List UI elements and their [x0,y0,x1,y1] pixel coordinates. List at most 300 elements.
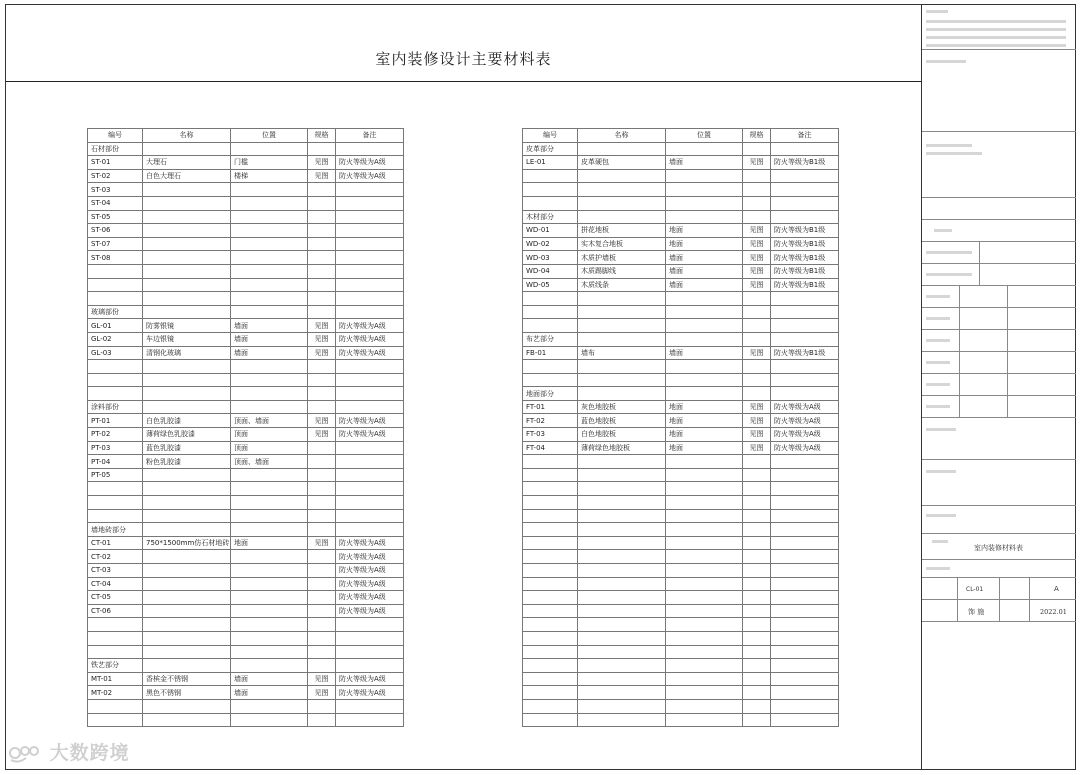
cell-note [336,196,404,210]
table-row [88,332,404,346]
table-row [523,659,839,673]
cell-note [771,196,839,210]
cell-note: 防火等级为A级 [336,604,404,618]
cell-name [578,142,666,156]
cell-name [578,332,666,346]
cell-note [771,142,839,156]
table-row [88,441,404,455]
cell-position [666,604,743,618]
cell-position [666,468,743,482]
cell-position [666,455,743,469]
cell-name [143,183,231,197]
cell-note [336,441,404,455]
cell-name: 实木复合地板 [578,237,666,251]
cell-spec: 见图 [743,237,771,251]
cell-code: FT-04 [523,441,578,455]
header-position: 位置 [666,129,743,143]
cell-note [336,264,404,278]
cell-position [666,686,743,700]
table-row [523,319,839,333]
table-row [88,183,404,197]
table-row [88,156,404,170]
cell-note [336,618,404,632]
cell-note: 防火等级为A级 [336,346,404,360]
cell-spec [308,441,336,455]
cell-code [523,672,578,686]
section-title: 石材部份 [88,142,143,156]
table-row [88,536,404,550]
cell-name [143,509,231,523]
tb-reg-row-2 [922,264,1076,286]
table-row [523,631,839,645]
cell-spec: 见图 [743,400,771,414]
cell-code: FT-02 [523,414,578,428]
cell-code: CT-05 [88,591,143,605]
cell-position [666,713,743,727]
cell-position [231,196,308,210]
cell-name: 木质线条 [578,278,666,292]
cell-name [143,564,231,578]
cell-position [231,591,308,605]
section-title: 墙地砖部分 [88,523,143,537]
table-row [88,169,404,183]
cell-note: 防火等级为A级 [771,428,839,442]
cell-spec [308,496,336,510]
cell-name [143,645,231,659]
cell-note [771,699,839,713]
cell-note: 防火等级为A级 [336,169,404,183]
tb-sign-row-5 [922,374,1076,396]
cell-note [336,482,404,496]
cell-code [523,292,578,306]
cell-code: ST-03 [88,183,143,197]
cell-note [771,659,839,673]
table-row [523,672,839,686]
cell-note [336,645,404,659]
cell-code [523,196,578,210]
cell-spec [743,332,771,346]
cell-position [231,564,308,578]
cell-note [771,536,839,550]
cell-name [143,618,231,632]
cell-name: 白色乳胶漆 [143,414,231,428]
cell-name [578,482,666,496]
cell-code [523,482,578,496]
tb-number-row [922,578,1076,600]
cell-spec [308,196,336,210]
cell-code [523,305,578,319]
cell-code [523,550,578,564]
tb-drawing-name-row [922,534,1076,560]
cell-spec [308,591,336,605]
cell-code [523,183,578,197]
cell-note: 防火等级为A级 [336,672,404,686]
cell-spec [743,672,771,686]
cell-name [143,142,231,156]
cell-name [578,210,666,224]
cell-name [578,659,666,673]
cell-name [143,251,231,265]
cell-note: 防火等级为A级 [336,550,404,564]
cell-note: 防火等级为B1级 [771,346,839,360]
cell-name: 灰色地胶板 [578,400,666,414]
table-row [88,496,404,510]
cell-name [143,400,231,414]
cell-note: 防火等级为A级 [336,577,404,591]
cell-spec [308,373,336,387]
cell-code [523,645,578,659]
drawing-version: A [1054,585,1059,593]
cell-position [231,237,308,251]
cell-position [231,142,308,156]
cell-spec [743,482,771,496]
tb-subproject-area [922,506,1076,534]
cell-name: 清钢化玻璃 [143,346,231,360]
cell-note [771,210,839,224]
cell-spec [308,305,336,319]
table-row [88,278,404,292]
cell-name [578,631,666,645]
cell-position [231,604,308,618]
cell-name [143,631,231,645]
table-row [88,713,404,727]
cell-position [666,373,743,387]
drawing-date: 2022.01 [1040,608,1067,616]
cell-position: 地面 [666,400,743,414]
cell-spec [308,400,336,414]
cell-code [88,713,143,727]
table-row [523,455,839,469]
cell-position [666,332,743,346]
cell-code [88,482,143,496]
cell-note [771,305,839,319]
cell-code: GL-02 [88,332,143,346]
table-row [88,196,404,210]
table-row [523,699,839,713]
cell-note: 防火等级为A级 [771,414,839,428]
cell-spec: 见图 [308,428,336,442]
cell-name [578,686,666,700]
cell-name: 车边银镜 [143,332,231,346]
tb-project-area [922,132,1076,198]
cell-code: MT-01 [88,672,143,686]
cell-code: LE-01 [523,156,578,170]
cell-spec [308,564,336,578]
cell-position: 顶面、墙面 [231,455,308,469]
cell-code: WD-04 [523,264,578,278]
cell-position [231,645,308,659]
cell-spec [743,169,771,183]
cell-position [666,672,743,686]
cell-spec [743,319,771,333]
cell-note [336,183,404,197]
cell-name [578,319,666,333]
cell-position: 楼梯 [231,169,308,183]
cell-spec [743,564,771,578]
cell-code: ST-04 [88,196,143,210]
section-title: 布艺部分 [523,332,578,346]
cell-position [666,645,743,659]
cell-position [666,142,743,156]
cell-position [231,224,308,238]
cell-position [231,699,308,713]
header-code: 编号 [88,129,143,143]
cell-position [231,509,308,523]
cell-name [578,468,666,482]
header-spec: 规格 [308,129,336,143]
cell-note [771,686,839,700]
cell-note [336,659,404,673]
cell-code: CT-02 [88,550,143,564]
cell-code [88,373,143,387]
cell-position [231,305,308,319]
cell-name: 薄荷绿色乳胶漆 [143,428,231,442]
cell-spec [743,183,771,197]
cell-note [771,523,839,537]
section-row [523,210,839,224]
header-note: 备注 [336,129,404,143]
cell-code [523,455,578,469]
cell-name [578,699,666,713]
cell-note [336,292,404,306]
table-row [88,468,404,482]
tb-notes-area [922,4,1076,50]
cell-name [578,387,666,401]
cell-note: 防火等级为A级 [336,319,404,333]
cell-code [88,699,143,713]
cell-spec [308,699,336,713]
cell-code: PT-05 [88,468,143,482]
cell-name [143,292,231,306]
cell-spec: 见图 [308,346,336,360]
cell-name [143,523,231,537]
table-row [523,604,839,618]
cell-position [231,183,308,197]
cell-position [666,496,743,510]
header-position: 位置 [231,129,308,143]
cell-position [666,319,743,333]
section-row [88,305,404,319]
cell-note: 防火等级为A级 [771,400,839,414]
table-row [523,251,839,265]
table-row [523,183,839,197]
cell-position [231,360,308,374]
cell-note: 防火等级为B1级 [771,224,839,238]
table-row [88,564,404,578]
cell-spec [308,468,336,482]
table-row [523,577,839,591]
cell-code [523,659,578,673]
cell-position: 地面 [666,414,743,428]
cell-spec [743,686,771,700]
cell-code: CT-04 [88,577,143,591]
cell-spec [743,536,771,550]
section-row [523,332,839,346]
header-spec: 规格 [743,129,771,143]
watermark-text: 大数跨境 [49,742,130,764]
section-row [88,523,404,537]
cell-spec [308,523,336,537]
cell-name [578,496,666,510]
cell-note [336,523,404,537]
tb-empty-row [922,198,1076,220]
cell-position: 墙面 [231,332,308,346]
cell-position [231,292,308,306]
cell-name: 750*1500mm仿石材地砖 [143,536,231,550]
title-band [6,4,922,82]
cell-spec [308,387,336,401]
page-title: 室内装修设计主要材料表 [375,50,552,68]
section-row [88,400,404,414]
cell-note [336,699,404,713]
table-row [523,224,839,238]
table-row [88,264,404,278]
table-row [523,482,839,496]
cell-name [578,577,666,591]
cell-spec: 见图 [743,428,771,442]
cell-name: 蓝色地胶板 [578,414,666,428]
cell-code: CT-06 [88,604,143,618]
section-title: 涂料部份 [88,400,143,414]
cell-position: 门槛 [231,156,308,170]
cell-position [231,278,308,292]
cell-note: 防火等级为A级 [336,536,404,550]
cell-code: CT-03 [88,564,143,578]
cell-position [231,210,308,224]
watermark [8,738,130,765]
table-row [523,550,839,564]
cell-position [666,523,743,537]
cell-spec: 见图 [308,169,336,183]
cell-name [143,468,231,482]
header-name: 名称 [143,129,231,143]
table-row [88,482,404,496]
cell-name [578,509,666,523]
section-title: 玻璃部份 [88,305,143,319]
table-row [88,292,404,306]
cell-name: 黑色不锈钢 [143,686,231,700]
table-row [523,278,839,292]
cell-spec [743,631,771,645]
cell-note: 防火等级为B1级 [771,251,839,265]
cell-note [336,360,404,374]
cell-position [231,618,308,632]
tb-sign-row-4 [922,352,1076,374]
cell-position [666,169,743,183]
cell-position [231,400,308,414]
cell-position [666,183,743,197]
table-row [88,455,404,469]
cell-spec [308,292,336,306]
cell-spec [743,645,771,659]
cell-position [666,387,743,401]
cell-note [336,631,404,645]
cell-position: 地面 [666,224,743,238]
table-row [523,237,839,251]
cell-spec [743,305,771,319]
cell-spec [743,360,771,374]
section-title: 木材部分 [523,210,578,224]
tb-sign-row-3 [922,330,1076,352]
cell-note [771,468,839,482]
cell-code [88,631,143,645]
cell-spec [743,455,771,469]
cell-spec [308,631,336,645]
cell-code: PT-02 [88,428,143,442]
drawing-stage: 饰 施 [968,608,985,616]
table-row [523,441,839,455]
cell-spec [743,604,771,618]
cell-code: PT-03 [88,441,143,455]
cell-position [666,360,743,374]
title-block [922,4,1076,770]
cell-spec: 见图 [743,264,771,278]
cell-position [231,387,308,401]
cell-spec [743,577,771,591]
table-row [523,346,839,360]
cell-position [666,196,743,210]
section-row [523,387,839,401]
cell-name [143,591,231,605]
table-row [88,251,404,265]
cell-spec: 见图 [743,224,771,238]
cell-name: 香槟金不锈钢 [143,672,231,686]
cell-spec [743,496,771,510]
cell-spec [743,550,771,564]
cell-name [143,604,231,618]
cell-name: 拼花地板 [578,224,666,238]
cell-code: ST-02 [88,169,143,183]
cell-position [666,591,743,605]
cell-note [336,373,404,387]
cell-position [666,509,743,523]
cell-code [88,387,143,401]
table-row [523,360,839,374]
tb-stage-row [922,600,1076,622]
cell-note: 防火等级为B1级 [771,278,839,292]
cell-spec: 见图 [308,332,336,346]
cell-note [336,455,404,469]
cell-name [143,659,231,673]
table-row [88,699,404,713]
section-title: 铁艺部分 [88,659,143,673]
cell-code [523,618,578,632]
cell-name [578,183,666,197]
cell-spec: 见图 [743,414,771,428]
cell-name: 木质踢脚线 [578,264,666,278]
cell-position: 顶面 [231,428,308,442]
cell-spec [308,482,336,496]
cell-name [578,536,666,550]
table-row [88,360,404,374]
cell-spec [743,387,771,401]
cell-position: 墙面 [231,686,308,700]
cell-name [578,604,666,618]
cell-name [143,210,231,224]
cell-name: 薄荷绿色地胶板 [578,441,666,455]
table-row [523,509,839,523]
cell-note [771,591,839,605]
table-row [88,672,404,686]
table-row [523,468,839,482]
tb-reg-row-1 [922,242,1076,264]
cell-name [143,373,231,387]
cell-code [88,645,143,659]
cell-note [336,387,404,401]
cell-spec [308,713,336,727]
cell-spec [308,224,336,238]
cell-name: 粉色乳胶漆 [143,455,231,469]
